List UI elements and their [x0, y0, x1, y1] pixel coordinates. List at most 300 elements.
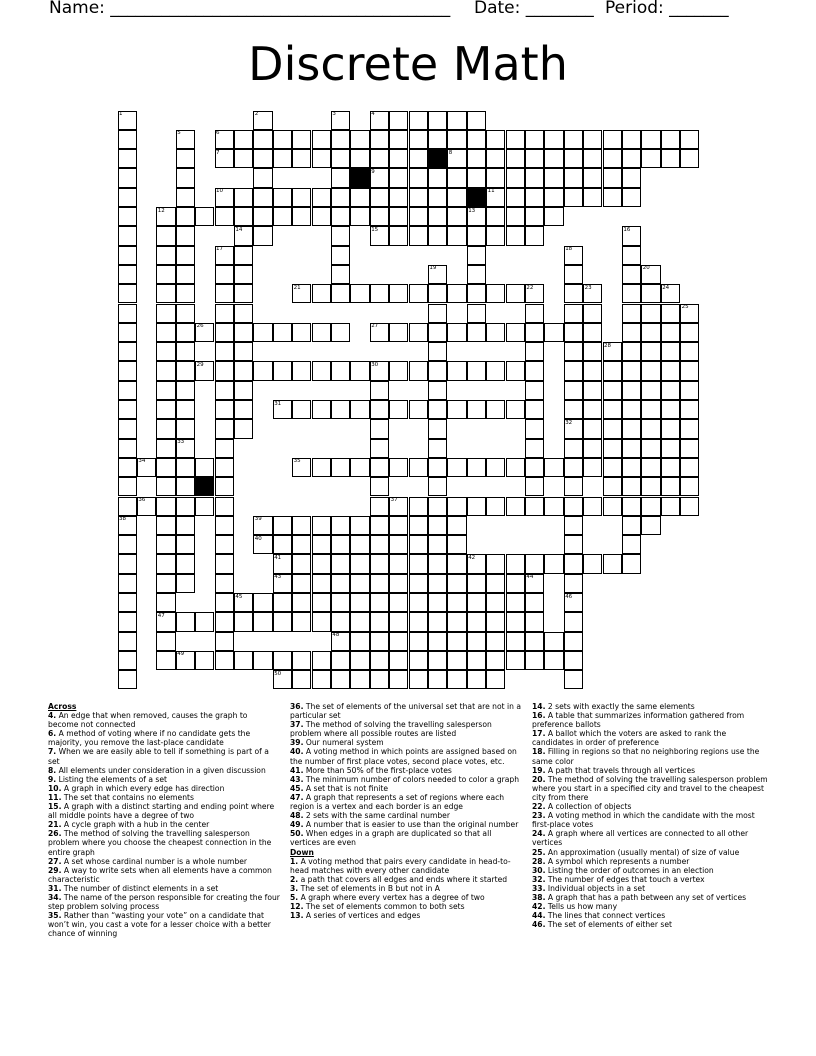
grid-cell[interactable] — [680, 458, 699, 477]
grid-cell[interactable] — [118, 670, 137, 689]
grid-cell[interactable] — [486, 400, 505, 419]
grid-cell[interactable] — [389, 130, 408, 149]
grid-cell[interactable] — [564, 612, 583, 631]
grid-cell[interactable] — [525, 458, 544, 477]
grid-cell[interactable] — [292, 574, 311, 593]
grid-cell[interactable] — [389, 168, 408, 187]
grid-cell[interactable] — [409, 168, 428, 187]
grid-cell[interactable] — [564, 361, 583, 380]
grid-cell[interactable] — [428, 284, 447, 303]
grid-cell[interactable] — [661, 381, 680, 400]
grid-cell[interactable] — [680, 477, 699, 496]
grid-cell[interactable] — [292, 361, 311, 380]
grid-cell[interactable] — [118, 323, 137, 342]
grid-cell[interactable] — [428, 593, 447, 612]
grid-cell[interactable] — [525, 168, 544, 187]
grid-cell[interactable] — [428, 188, 447, 207]
grid-cell[interactable] — [467, 284, 486, 303]
grid-cell[interactable] — [331, 516, 350, 535]
grid-cell[interactable] — [156, 342, 175, 361]
grid-cell[interactable] — [331, 246, 350, 265]
grid-cell[interactable] — [215, 439, 234, 458]
grid-cell[interactable] — [253, 207, 272, 226]
grid-cell[interactable] — [350, 458, 369, 477]
grid-cell[interactable] — [156, 361, 175, 380]
grid-cell[interactable] — [331, 554, 350, 573]
grid-cell[interactable] — [118, 554, 137, 573]
grid-cell[interactable] — [156, 265, 175, 284]
grid-cell[interactable] — [176, 361, 195, 380]
grid-cell[interactable] — [370, 400, 389, 419]
grid-cell[interactable] — [292, 149, 311, 168]
grid-cell[interactable] — [428, 342, 447, 361]
grid-cell[interactable] — [389, 612, 408, 631]
grid-cell[interactable] — [389, 149, 408, 168]
grid-cell[interactable] — [176, 304, 195, 323]
grid-cell[interactable] — [525, 226, 544, 245]
grid-cell[interactable] — [428, 304, 447, 323]
grid-cell[interactable] — [118, 612, 137, 631]
grid-cell[interactable] — [467, 497, 486, 516]
grid-cell[interactable] — [370, 651, 389, 670]
grid-cell[interactable] — [370, 632, 389, 651]
grid-cell[interactable] — [389, 593, 408, 612]
grid-cell[interactable] — [234, 361, 253, 380]
grid-cell[interactable] — [215, 265, 234, 284]
grid-cell[interactable] — [603, 168, 622, 187]
grid-cell[interactable] — [447, 593, 466, 612]
grid-cell[interactable] — [641, 439, 660, 458]
grid-cell[interactable] — [234, 342, 253, 361]
grid-cell[interactable] — [409, 226, 428, 245]
grid-cell[interactable] — [292, 400, 311, 419]
grid-cell[interactable] — [273, 651, 292, 670]
grid-cell[interactable] — [176, 226, 195, 245]
grid-cell[interactable] — [176, 516, 195, 535]
grid-cell[interactable] — [176, 323, 195, 342]
grid-cell[interactable] — [661, 497, 680, 516]
grid-cell[interactable] — [447, 497, 466, 516]
grid-cell[interactable] — [428, 168, 447, 187]
grid-cell[interactable] — [603, 188, 622, 207]
grid-cell[interactable] — [428, 458, 447, 477]
grid-cell[interactable] — [409, 400, 428, 419]
grid-cell[interactable] — [486, 130, 505, 149]
grid-cell[interactable] — [467, 361, 486, 380]
grid-cell[interactable] — [564, 554, 583, 573]
grid-cell[interactable] — [253, 188, 272, 207]
grid-cell[interactable] — [118, 632, 137, 651]
grid-cell[interactable] — [350, 535, 369, 554]
grid-cell[interactable] — [118, 439, 137, 458]
grid-cell[interactable] — [389, 670, 408, 689]
grid-cell[interactable] — [234, 651, 253, 670]
grid-cell[interactable] — [661, 149, 680, 168]
grid-cell[interactable] — [486, 361, 505, 380]
grid-cell[interactable] — [525, 130, 544, 149]
grid-cell[interactable] — [680, 342, 699, 361]
grid-cell[interactable] — [661, 323, 680, 342]
grid-cell[interactable] — [370, 207, 389, 226]
grid-cell[interactable] — [447, 670, 466, 689]
grid-cell[interactable] — [506, 651, 525, 670]
grid-cell[interactable] — [331, 265, 350, 284]
grid-cell[interactable] — [564, 168, 583, 187]
grid-cell[interactable] — [350, 516, 369, 535]
grid-cell[interactable] — [428, 497, 447, 516]
grid-cell[interactable] — [370, 670, 389, 689]
grid-cell[interactable] — [428, 323, 447, 342]
grid-cell[interactable] — [486, 323, 505, 342]
grid-cell[interactable] — [583, 323, 602, 342]
grid-cell[interactable] — [486, 168, 505, 187]
grid-cell[interactable] — [564, 477, 583, 496]
grid-cell[interactable] — [156, 226, 175, 245]
grid-cell[interactable] — [525, 554, 544, 573]
grid-cell[interactable] — [506, 458, 525, 477]
grid-cell[interactable] — [641, 458, 660, 477]
grid-cell[interactable] — [215, 207, 234, 226]
grid-cell[interactable] — [564, 651, 583, 670]
grid-cell[interactable] — [234, 207, 253, 226]
grid-cell[interactable] — [525, 593, 544, 612]
grid-cell[interactable] — [389, 188, 408, 207]
grid-cell[interactable] — [312, 458, 331, 477]
grid-cell[interactable] — [156, 593, 175, 612]
grid-cell[interactable] — [389, 284, 408, 303]
grid-cell[interactable] — [447, 400, 466, 419]
grid-cell[interactable] — [622, 188, 641, 207]
grid-cell[interactable] — [428, 535, 447, 554]
grid-cell[interactable] — [215, 381, 234, 400]
grid-cell[interactable] — [603, 149, 622, 168]
grid-cell[interactable] — [467, 651, 486, 670]
grid-cell[interactable] — [389, 554, 408, 573]
grid-cell[interactable] — [331, 400, 350, 419]
grid-cell[interactable] — [118, 226, 137, 245]
grid-cell[interactable] — [447, 207, 466, 226]
grid-cell[interactable] — [292, 516, 311, 535]
grid-cell[interactable] — [506, 284, 525, 303]
grid-cell[interactable] — [195, 458, 214, 477]
grid-cell[interactable] — [156, 535, 175, 554]
grid-cell[interactable] — [331, 651, 350, 670]
grid-cell[interactable] — [273, 130, 292, 149]
grid-cell[interactable] — [312, 400, 331, 419]
grid-cell[interactable] — [467, 323, 486, 342]
grid-cell[interactable] — [428, 226, 447, 245]
grid-cell[interactable] — [234, 612, 253, 631]
grid-cell[interactable] — [370, 149, 389, 168]
grid-cell[interactable] — [544, 168, 563, 187]
grid-cell[interactable] — [409, 130, 428, 149]
grid-cell[interactable] — [195, 651, 214, 670]
grid-cell[interactable] — [234, 188, 253, 207]
grid-cell[interactable] — [176, 246, 195, 265]
grid-cell[interactable] — [350, 207, 369, 226]
grid-cell[interactable] — [215, 632, 234, 651]
grid-cell[interactable] — [544, 632, 563, 651]
grid-cell[interactable] — [564, 516, 583, 535]
grid-cell[interactable] — [680, 323, 699, 342]
grid-cell[interactable] — [544, 207, 563, 226]
grid-cell[interactable] — [583, 497, 602, 516]
grid-cell[interactable] — [118, 246, 137, 265]
grid-cell[interactable] — [583, 149, 602, 168]
grid-cell[interactable] — [156, 458, 175, 477]
grid-cell[interactable] — [215, 477, 234, 496]
grid-cell[interactable] — [350, 670, 369, 689]
grid-cell[interactable] — [156, 497, 175, 516]
grid-cell[interactable] — [680, 130, 699, 149]
grid-cell[interactable] — [506, 400, 525, 419]
grid-cell[interactable] — [428, 361, 447, 380]
grid-cell[interactable] — [176, 284, 195, 303]
grid-cell[interactable] — [409, 361, 428, 380]
grid-cell[interactable] — [622, 265, 641, 284]
grid-cell[interactable] — [389, 226, 408, 245]
grid-cell[interactable] — [428, 516, 447, 535]
grid-cell[interactable] — [389, 207, 408, 226]
grid-cell[interactable] — [486, 497, 505, 516]
grid-cell[interactable] — [641, 323, 660, 342]
grid-cell[interactable] — [564, 670, 583, 689]
grid-cell[interactable] — [525, 207, 544, 226]
grid-cell[interactable] — [525, 323, 544, 342]
grid-cell[interactable] — [389, 111, 408, 130]
grid-cell[interactable] — [176, 265, 195, 284]
grid-cell[interactable] — [641, 342, 660, 361]
grid-cell[interactable] — [409, 149, 428, 168]
grid-cell[interactable] — [350, 612, 369, 631]
grid-cell[interactable] — [622, 304, 641, 323]
grid-cell[interactable] — [622, 381, 641, 400]
grid-cell[interactable] — [641, 477, 660, 496]
grid-cell[interactable] — [215, 651, 234, 670]
grid-cell[interactable] — [409, 497, 428, 516]
grid-cell[interactable] — [118, 535, 137, 554]
grid-cell[interactable] — [506, 497, 525, 516]
grid-cell[interactable] — [564, 381, 583, 400]
grid-cell[interactable] — [486, 632, 505, 651]
grid-cell[interactable] — [156, 323, 175, 342]
grid-cell[interactable] — [525, 188, 544, 207]
grid-cell[interactable] — [234, 149, 253, 168]
grid-cell[interactable] — [118, 361, 137, 380]
grid-cell[interactable] — [389, 632, 408, 651]
grid-cell[interactable] — [312, 593, 331, 612]
grid-cell[interactable] — [253, 651, 272, 670]
grid-cell[interactable] — [661, 458, 680, 477]
grid-cell[interactable] — [370, 439, 389, 458]
grid-cell[interactable] — [564, 149, 583, 168]
grid-cell[interactable] — [273, 612, 292, 631]
grid-cell[interactable] — [156, 381, 175, 400]
grid-cell[interactable] — [215, 400, 234, 419]
grid-cell[interactable] — [176, 497, 195, 516]
grid-cell[interactable] — [409, 651, 428, 670]
grid-cell[interactable] — [525, 400, 544, 419]
grid-cell[interactable] — [253, 226, 272, 245]
grid-cell[interactable] — [273, 535, 292, 554]
grid-cell[interactable] — [622, 130, 641, 149]
grid-cell[interactable] — [215, 535, 234, 554]
grid-cell[interactable] — [176, 477, 195, 496]
grid-cell[interactable] — [156, 284, 175, 303]
grid-cell[interactable] — [331, 130, 350, 149]
grid-cell[interactable] — [156, 632, 175, 651]
grid-cell[interactable] — [389, 535, 408, 554]
grid-cell[interactable] — [389, 323, 408, 342]
grid-cell[interactable] — [234, 400, 253, 419]
grid-cell[interactable] — [486, 554, 505, 573]
grid-cell[interactable] — [234, 246, 253, 265]
grid-cell[interactable] — [370, 419, 389, 438]
grid-cell[interactable] — [428, 111, 447, 130]
grid-cell[interactable] — [156, 246, 175, 265]
grid-cell[interactable] — [506, 632, 525, 651]
grid-cell[interactable] — [622, 516, 641, 535]
grid-cell[interactable] — [506, 323, 525, 342]
grid-cell[interactable] — [292, 670, 311, 689]
grid-cell[interactable] — [176, 342, 195, 361]
grid-cell[interactable] — [467, 632, 486, 651]
grid-cell[interactable] — [389, 651, 408, 670]
grid-cell[interactable] — [447, 574, 466, 593]
grid-cell[interactable] — [467, 168, 486, 187]
grid-cell[interactable] — [467, 574, 486, 593]
grid-cell[interactable] — [544, 188, 563, 207]
grid-cell[interactable] — [273, 361, 292, 380]
grid-cell[interactable] — [215, 323, 234, 342]
grid-cell[interactable] — [118, 477, 137, 496]
grid-cell[interactable] — [467, 130, 486, 149]
grid-cell[interactable] — [409, 535, 428, 554]
grid-cell[interactable] — [525, 342, 544, 361]
grid-cell[interactable] — [176, 149, 195, 168]
grid-cell[interactable] — [195, 612, 214, 631]
grid-cell[interactable] — [215, 419, 234, 438]
grid-cell[interactable] — [253, 361, 272, 380]
grid-cell[interactable] — [409, 207, 428, 226]
grid-cell[interactable] — [409, 632, 428, 651]
grid-cell[interactable] — [176, 381, 195, 400]
grid-cell[interactable] — [428, 419, 447, 438]
grid-cell[interactable] — [292, 207, 311, 226]
grid-cell[interactable] — [389, 400, 408, 419]
grid-cell[interactable] — [603, 554, 622, 573]
grid-cell[interactable] — [447, 535, 466, 554]
grid-cell[interactable] — [312, 188, 331, 207]
grid-cell[interactable] — [428, 381, 447, 400]
grid-cell[interactable] — [234, 130, 253, 149]
grid-cell[interactable] — [544, 458, 563, 477]
grid-cell[interactable] — [350, 284, 369, 303]
grid-cell[interactable] — [428, 439, 447, 458]
grid-cell[interactable] — [312, 207, 331, 226]
grid-cell[interactable] — [661, 361, 680, 380]
grid-cell[interactable] — [370, 284, 389, 303]
grid-cell[interactable] — [583, 458, 602, 477]
grid-cell[interactable] — [641, 516, 660, 535]
grid-cell[interactable] — [486, 207, 505, 226]
grid-cell[interactable] — [409, 284, 428, 303]
grid-cell[interactable] — [118, 574, 137, 593]
grid-cell[interactable] — [622, 535, 641, 554]
grid-cell[interactable] — [409, 188, 428, 207]
grid-cell[interactable] — [564, 323, 583, 342]
grid-cell[interactable] — [603, 381, 622, 400]
grid-cell[interactable] — [661, 400, 680, 419]
grid-cell[interactable] — [603, 497, 622, 516]
grid-cell[interactable] — [447, 111, 466, 130]
grid-cell[interactable] — [350, 400, 369, 419]
grid-cell[interactable] — [292, 323, 311, 342]
grid-cell[interactable] — [350, 149, 369, 168]
grid-cell[interactable] — [253, 149, 272, 168]
grid-cell[interactable] — [370, 458, 389, 477]
grid-cell[interactable] — [447, 323, 466, 342]
grid-cell[interactable] — [506, 593, 525, 612]
grid-cell[interactable] — [486, 458, 505, 477]
grid-cell[interactable] — [506, 226, 525, 245]
grid-cell[interactable] — [273, 188, 292, 207]
grid-cell[interactable] — [544, 323, 563, 342]
grid-cell[interactable] — [253, 323, 272, 342]
grid-cell[interactable] — [583, 439, 602, 458]
grid-cell[interactable] — [350, 188, 369, 207]
grid-cell[interactable] — [564, 458, 583, 477]
grid-cell[interactable] — [331, 593, 350, 612]
grid-cell[interactable] — [409, 574, 428, 593]
grid-cell[interactable] — [428, 207, 447, 226]
grid-cell[interactable] — [118, 207, 137, 226]
grid-cell[interactable] — [389, 361, 408, 380]
grid-cell[interactable] — [118, 265, 137, 284]
grid-cell[interactable] — [176, 535, 195, 554]
grid-cell[interactable] — [641, 304, 660, 323]
grid-cell[interactable] — [544, 651, 563, 670]
grid-cell[interactable] — [118, 497, 137, 516]
grid-cell[interactable] — [506, 130, 525, 149]
grid-cell[interactable] — [661, 304, 680, 323]
grid-cell[interactable] — [312, 130, 331, 149]
grid-cell[interactable] — [215, 612, 234, 631]
grid-cell[interactable] — [447, 130, 466, 149]
grid-cell[interactable] — [331, 207, 350, 226]
grid-cell[interactable] — [409, 516, 428, 535]
grid-cell[interactable] — [447, 612, 466, 631]
grid-cell[interactable] — [370, 535, 389, 554]
grid-cell[interactable] — [331, 458, 350, 477]
grid-cell[interactable] — [118, 188, 137, 207]
grid-cell[interactable] — [603, 477, 622, 496]
grid-cell[interactable] — [622, 342, 641, 361]
grid-cell[interactable] — [641, 130, 660, 149]
grid-cell[interactable] — [350, 632, 369, 651]
grid-cell[interactable] — [641, 497, 660, 516]
grid-cell[interactable] — [409, 670, 428, 689]
grid-cell[interactable] — [467, 593, 486, 612]
grid-cell[interactable] — [350, 554, 369, 573]
grid-cell[interactable] — [428, 554, 447, 573]
grid-cell[interactable] — [350, 651, 369, 670]
grid-cell[interactable] — [118, 304, 137, 323]
grid-cell[interactable] — [603, 361, 622, 380]
grid-cell[interactable] — [156, 400, 175, 419]
grid-cell[interactable] — [292, 554, 311, 573]
grid-cell[interactable] — [118, 458, 137, 477]
